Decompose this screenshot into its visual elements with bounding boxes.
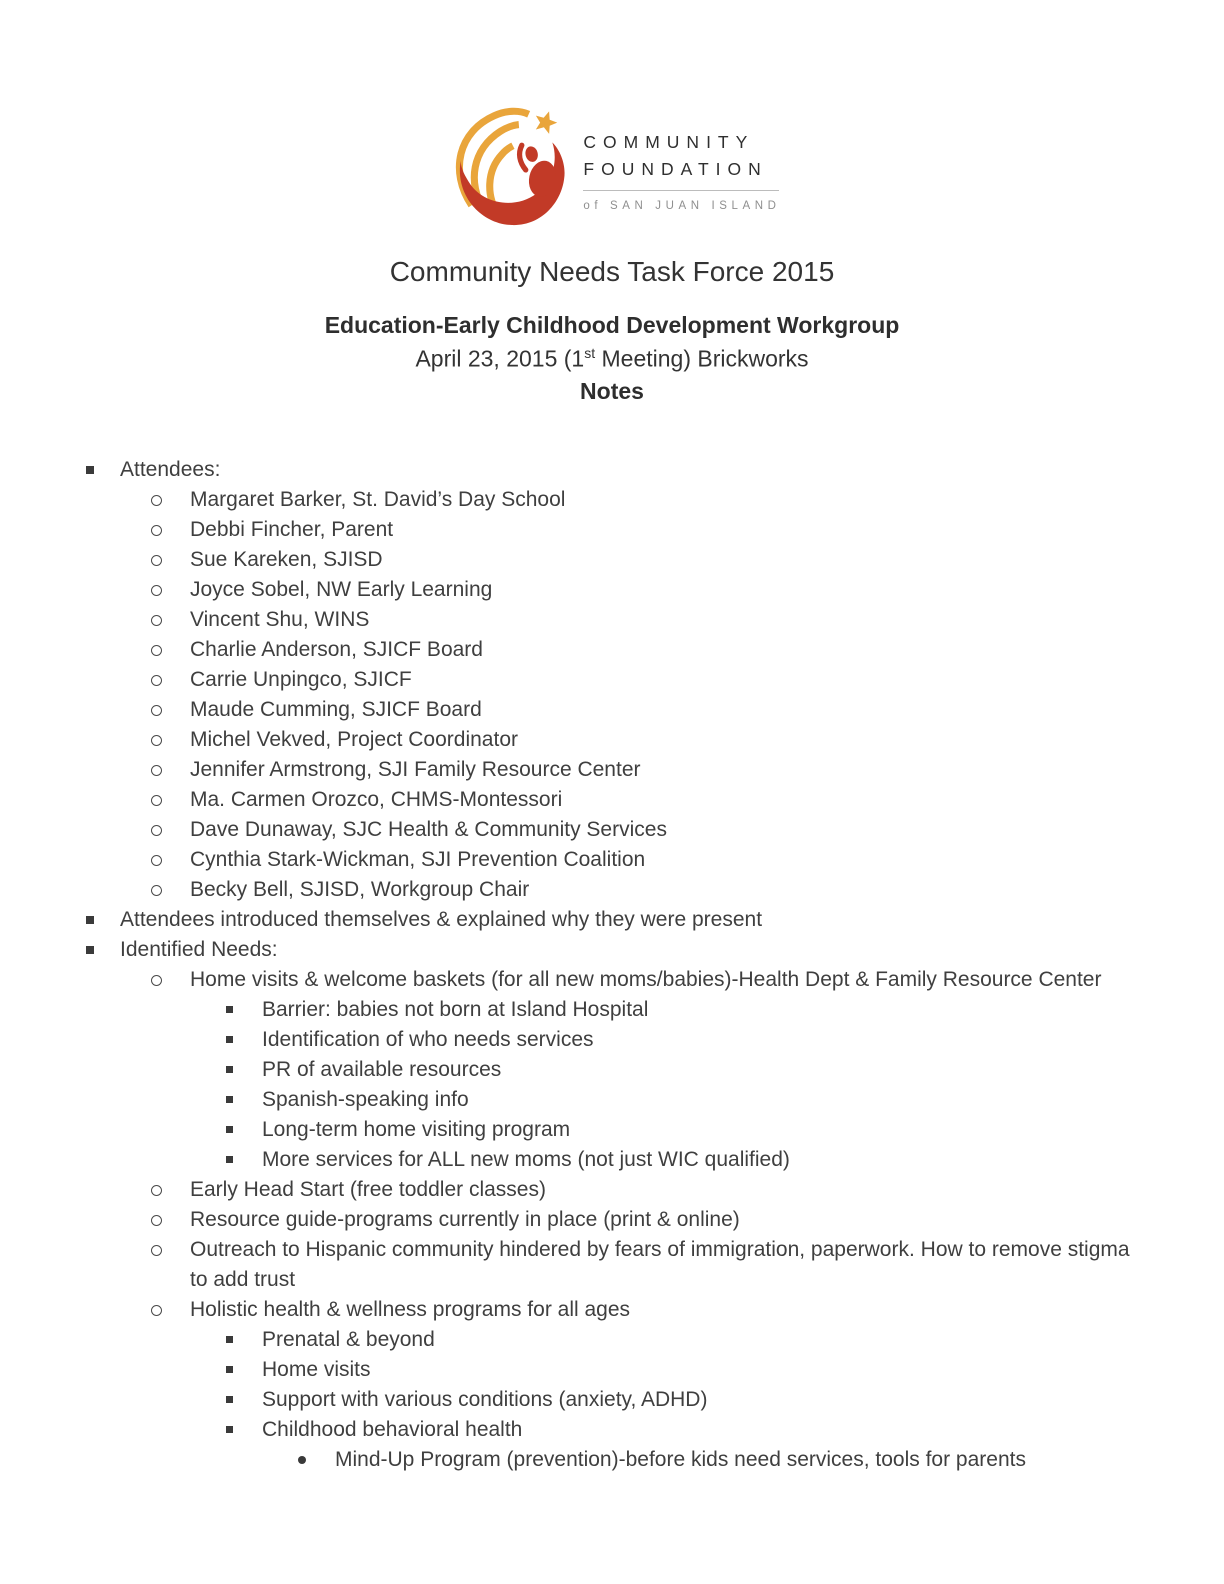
community-foundation-logo-mark [443,97,573,229]
list-item [0,965,1224,995]
logo [0,0,1224,229]
notes-heading: Notes [580,377,644,404]
list-item-text: PR of available resources [262,1057,502,1081]
list-item-text: Vincent Shu, WINS [190,607,370,631]
logo-wordmark [583,129,780,212]
list-item-text: Identification of who needs services [262,1027,594,1051]
list-item-text: Barrier: babies not born at Island Hospital [262,997,649,1021]
list-item [0,845,1224,875]
dateline-suffix: Meeting) Brickworks [595,345,809,372]
bullet-circle-icon [151,495,162,506]
list-item-text: Ma. Carmen Orozco, CHMS-Montessori [190,787,563,811]
list-item-text: Dave Dunaway, SJC Health & Community Services [190,817,667,841]
bullet-circle-icon [151,765,162,776]
list-item [0,1025,1224,1055]
bullet-square-icon [226,1066,233,1073]
page-title: Community Needs Task Force 2015 [389,256,835,287]
workgroup-subtitle: Education-Early Childhood Development Workgroup [324,312,900,338]
list-item [0,1295,1224,1325]
list-item [0,575,1224,605]
list-item [0,1385,1224,1415]
logo-text-community: COMMUNITY [583,131,755,152]
list-item-text: Michel Vekved, Project Coordinator [190,727,518,751]
list-item [0,515,1224,545]
list-item-text: Mind-Up Program (prevention)-before kids need services, tools for parents [335,1447,1026,1471]
list-item-text: Home visits [262,1357,371,1381]
bullet-circle-icon [151,975,162,986]
bullet-square-icon [226,1336,233,1343]
bullet-square-icon [226,1096,233,1103]
bullet-circle-icon [151,585,162,596]
bullet-circle-icon [151,525,162,536]
list-item-text: Childhood behavioral health [262,1417,523,1441]
list-item-text: Sue Kareken, SJISD [190,547,383,571]
bullet-circle-icon [151,705,162,716]
list-item-text: Support with various conditions (anxiety, ADHD) [262,1387,708,1411]
bullet-circle-icon [151,1305,162,1316]
list-item-text: Early Head Start (free toddler classes) [190,1177,546,1201]
list-item [0,905,1224,935]
list-item [0,1085,1224,1115]
bullet-square-icon [226,1126,233,1133]
list-item-text: Identified Needs: [120,937,278,961]
bullet-square-icon [226,1396,233,1403]
logo-text-foundation: FOUNDATION [583,158,768,179]
list-item-text: Attendees: [120,457,221,481]
bullet-square-icon [86,916,94,924]
list-item-text: Resource guide-programs currently in place (print & online) [190,1207,740,1231]
bullet-square-icon [226,1366,233,1373]
list-item [0,485,1224,515]
list-item-text: Outreach to Hispanic community hindered by fears of immigration, paperwork. How to remove stigma to add trust [190,1237,1130,1291]
bullet-circle-icon [151,1245,162,1256]
list-item [0,545,1224,575]
list-item [0,695,1224,725]
list-item-text: Becky Bell, SJISD, Workgroup Chair [190,877,530,901]
list-item [0,1055,1224,1085]
bullet-circle-icon [151,1185,162,1196]
meeting-dateline [0,345,1224,373]
list-item [0,755,1224,785]
list-item-text: Spanish-speaking info [262,1087,469,1111]
list-item [0,725,1224,755]
bullet-square-icon [226,1156,233,1163]
bullet-circle-icon [151,555,162,566]
dateline-prefix: April 23, 2015 (1 [415,345,585,372]
list-item-text: Carrie Unpingco, SJICF [190,667,412,691]
list-item [0,935,1224,965]
logo-figure-left-arm [520,145,526,170]
bullet-circle-icon [151,675,162,686]
dateline-ordinal-suffix: st [584,345,596,361]
list-item [0,665,1224,695]
star-icon [532,108,560,135]
list-item-text: Debbi Fincher, Parent [190,517,394,541]
list-item [0,875,1224,905]
bullet-circle-icon [151,855,162,866]
list-item [0,1445,1224,1475]
list-item-text: Prenatal & beyond [262,1327,435,1351]
bullet-circle-icon [151,885,162,896]
bullet-square-icon [86,946,94,954]
bullet-square-icon [226,1006,233,1013]
bullet-circle-icon [151,735,162,746]
bullet-square-icon [226,1036,233,1043]
logo-divider [583,190,779,191]
list-item [0,1415,1224,1445]
list-item-text: Joyce Sobel, NW Early Learning [190,577,493,601]
list-item [0,815,1224,845]
list-item [0,1205,1224,1235]
list-item [0,605,1224,635]
list-item-text: Maude Cumming, SJICF Board [190,697,482,721]
list-item-text: More services for ALL new moms (not just WIC qualified) [262,1147,790,1171]
bullet-circle-icon [151,825,162,836]
list-item [0,995,1224,1025]
notes-list [0,455,1224,1475]
bullet-dot-icon [298,1456,306,1464]
list-item [0,1355,1224,1385]
list-item [0,785,1224,815]
list-item [0,1115,1224,1145]
bullet-circle-icon [151,645,162,656]
list-item [0,635,1224,665]
bullet-circle-icon [151,795,162,806]
bullet-square-icon [226,1426,233,1433]
list-item-text: Charlie Anderson, SJICF Board [190,637,483,661]
logo-text-of-san-juan-island: of SAN JUAN ISLAND [583,199,781,212]
list-item [0,455,1224,485]
list-item [0,1325,1224,1355]
list-item-text: Home visits & welcome baskets (for all new moms/babies)-Health Dept & Family Resource Center [190,967,1102,991]
list-item [0,1235,1224,1295]
list-item-text: Holistic health & wellness programs for all ages [190,1297,631,1321]
list-item-text: Jennifer Armstrong, SJI Family Resource Center [190,757,641,781]
bullet-circle-icon [151,615,162,626]
list-item [0,1175,1224,1205]
list-item-text: Cynthia Stark-Wickman, SJI Prevention Coalition [190,847,646,871]
list-item [0,1145,1224,1175]
bullet-square-icon [86,466,94,474]
bullet-circle-icon [151,1215,162,1226]
logo-figure-head [524,145,540,163]
list-item-text: Attendees introduced themselves & explained why they were present [120,907,763,931]
list-item-text: Margaret Barker, St. David’s Day School [190,487,566,511]
list-item-text: Long-term home visiting program [262,1117,571,1141]
